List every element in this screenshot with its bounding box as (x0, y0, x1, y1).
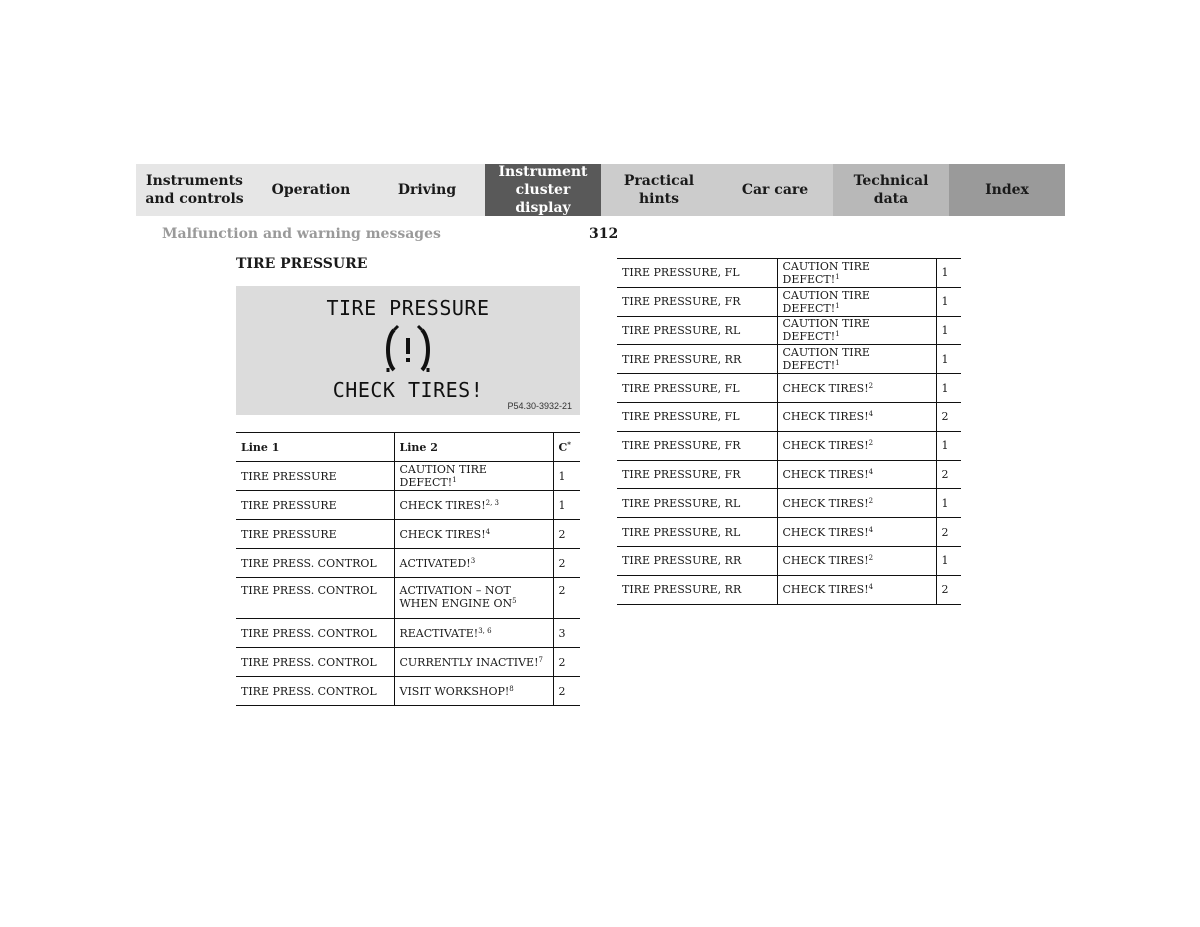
cell-c: 2 (936, 518, 961, 547)
column-header-c: C* (553, 433, 580, 462)
tire-warning-icon (382, 324, 434, 376)
cell-line1: TIRE PRESSURE, FR (617, 431, 777, 460)
cell-line2: CHECK TIRES!$^{2, 3}$ (394, 491, 553, 520)
cell-line2: CHECK TIRES!$^2$ (777, 546, 936, 575)
cell-c: 1 (553, 462, 580, 491)
cell-line2: CHECK TIRES!$^4$ (394, 520, 553, 549)
cell-c: 2 (553, 677, 580, 706)
cell-line2: CHECK TIRES!$^4$ (777, 460, 936, 489)
cell-c: 2 (553, 549, 580, 578)
tab-operation[interactable]: Operation (253, 164, 369, 216)
cell-line2: ACTIVATED!$^3$ (394, 549, 553, 578)
tab-practical-hints[interactable]: Practical hints (601, 164, 717, 216)
cell-line1: TIRE PRESS. CONTROL (236, 578, 394, 619)
cell-line1: TIRE PRESSURE, FL (617, 374, 777, 403)
cell-line1: TIRE PRESSURE (236, 462, 394, 491)
cell-line2: CHECK TIRES!$^4$ (777, 518, 936, 547)
chapter-tab-bar (136, 164, 1065, 216)
cell-c: 1 (936, 546, 961, 575)
cell-c: 1 (936, 345, 961, 374)
cluster-display-illustration (236, 286, 580, 415)
message-table-right (617, 258, 961, 605)
page-heading: TIRE PRESSURE (236, 256, 368, 272)
table-row (617, 431, 961, 460)
cell-line2: VISIT WORKSHOP!$^8$ (394, 677, 553, 706)
cell-c: 1 (936, 259, 961, 288)
cell-line2: CAUTION TIRE DEFECT!$^1$ (777, 316, 936, 345)
table-row (236, 619, 580, 648)
cell-c: 2 (553, 648, 580, 677)
cell-line1: TIRE PRESS. CONTROL (236, 619, 394, 648)
table-row (617, 316, 961, 345)
table-row (617, 402, 961, 431)
cell-line1: TIRE PRESSURE, FR (617, 287, 777, 316)
table-row (617, 575, 961, 604)
cell-c: 2 (936, 575, 961, 604)
figure-reference: P54.30-3932-21 (507, 401, 572, 411)
page-number: 312 (589, 226, 619, 242)
cell-c: 2 (936, 460, 961, 489)
cell-line1: TIRE PRESSURE, RL (617, 489, 777, 518)
table-row (617, 518, 961, 547)
table-row (617, 287, 961, 316)
cell-line1: TIRE PRESSURE, FL (617, 259, 777, 288)
cell-c: 1 (936, 489, 961, 518)
table-row (617, 489, 961, 518)
cell-c: 1 (936, 287, 961, 316)
table-row (617, 374, 961, 403)
table-row (236, 520, 580, 549)
cell-line1: TIRE PRESSURE (236, 491, 394, 520)
tab-index[interactable]: Index (949, 164, 1065, 216)
cell-line2: ACTIVATION – NOT WHEN ENGINE $ON^5$ (394, 578, 553, 619)
cell-c: 3 (553, 619, 580, 648)
cell-line1: TIRE PRESSURE, RL (617, 518, 777, 547)
cell-line1: TIRE PRESSURE (236, 520, 394, 549)
cell-line2: CAUTION TIRE DEFECT!$^1$ (394, 462, 553, 491)
cell-line1: TIRE PRESSURE, RL (617, 316, 777, 345)
cell-c: 1 (936, 374, 961, 403)
cell-line2: CURRENTLY INACTIVE!$^7$ (394, 648, 553, 677)
cell-line1: TIRE PRESSURE, RR (617, 546, 777, 575)
section-title: Malfunction and warning messages (162, 226, 441, 242)
table-row (236, 491, 580, 520)
cell-line2: CHECK TIRES!$^4$ (777, 575, 936, 604)
cell-c: 2 (553, 578, 580, 619)
cell-line2: REACTIVATE!$^{3, 6}$ (394, 619, 553, 648)
cell-line2: CHECK TIRES!$^2$ (777, 489, 936, 518)
cell-line1: TIRE PRESSURE, FL (617, 402, 777, 431)
cell-line1: TIRE PRESS. CONTROL (236, 677, 394, 706)
table-row (617, 345, 961, 374)
cell-line2: CAUTION TIRE DEFECT!$^1$ (777, 259, 936, 288)
cell-line1: TIRE PRESSURE, FR (617, 460, 777, 489)
table-row (236, 462, 580, 491)
cell-line2: CAUTION TIRE DEFECT!$^1$ (777, 345, 936, 374)
cell-line1: TIRE PRESS. CONTROL (236, 648, 394, 677)
cell-line1: TIRE PRESS. CONTROL (236, 549, 394, 578)
cell-c: 1 (936, 316, 961, 345)
cell-c: 2 (936, 402, 961, 431)
cell-line2: CHECK TIRES!$^2$ (777, 431, 936, 460)
cell-line2: CHECK TIRES!$^2$ (777, 374, 936, 403)
table-row (617, 259, 961, 288)
cell-line2: CHECK TIRES!$^4$ (777, 402, 936, 431)
tab-instrument-cluster-display[interactable]: Instrument cluster display (485, 164, 601, 216)
cell-c: 1 (553, 491, 580, 520)
cell-c: 1 (936, 431, 961, 460)
tab-driving[interactable]: Driving (369, 164, 485, 216)
table-row (236, 677, 580, 706)
tab-instruments-and-controls[interactable]: Instruments and controls (136, 164, 253, 216)
table-row (617, 460, 961, 489)
cell-c: 2 (553, 520, 580, 549)
cell-line1: TIRE PRESSURE, RR (617, 575, 777, 604)
table-row (236, 578, 580, 619)
column-header-line1: Line 1 (236, 433, 394, 462)
tab-car-care[interactable]: Car care (717, 164, 833, 216)
cell-line1: TIRE PRESSURE, RR (617, 345, 777, 374)
table-row (236, 648, 580, 677)
display-line-1: TIRE PRESSURE (326, 296, 490, 320)
cell-line2: CAUTION TIRE DEFECT!$^1$ (777, 287, 936, 316)
table-row (236, 549, 580, 578)
table-header-row (236, 433, 580, 462)
table-row (617, 546, 961, 575)
tab-technical-data[interactable]: Technical data (833, 164, 949, 216)
column-header-line2: Line 2 (394, 433, 553, 462)
display-line-2: CHECK TIRES! (332, 378, 484, 402)
message-table-left (236, 432, 580, 706)
